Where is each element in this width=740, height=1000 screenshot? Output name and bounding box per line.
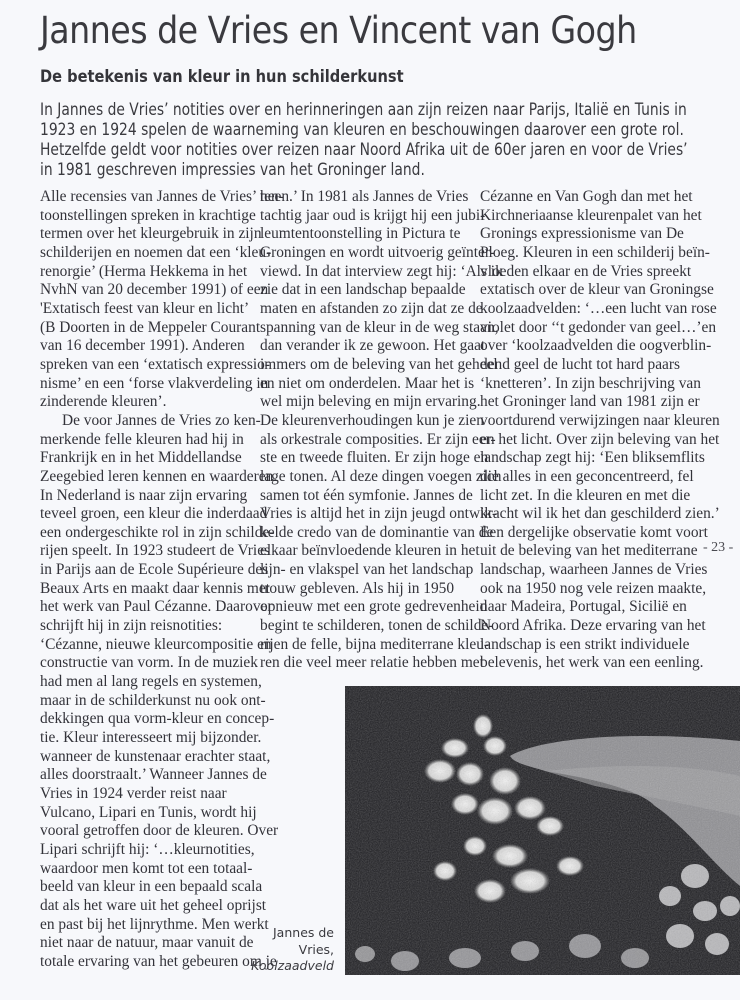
text-line: totale ervaring van het gebeuren om je: [40, 952, 277, 970]
text-line: renorgie’ (Herma Hekkema in het: [40, 262, 248, 280]
text-line: dend geel de lucht tot hard paars: [480, 355, 681, 373]
text-line: ‘Cézanne, nieuwe kleurcompositie en: [40, 635, 272, 653]
text-line: ‘knetteren’. In zijn beschrijving van: [480, 374, 701, 392]
text-line: begint te schilderen, tonen de schilde-: [260, 617, 494, 635]
text-line: Zeegebied leren kennen en waarderen.: [40, 467, 278, 485]
text-line: rijen speelt. In 1923 studeert de Vries: [40, 542, 271, 560]
text-line: extatisch over de kleur van Groningse: [480, 281, 714, 299]
text-line: belevenis, het werk van een eenling.: [480, 654, 704, 672]
text-line: als orkestrale composities. Er zijn eer-: [260, 430, 496, 448]
text-line: constructie van vorm. In de muziek: [40, 654, 258, 672]
text-line: een ondergeschikte rol in zijn schilde-: [40, 523, 275, 541]
figure-caption: [250, 925, 334, 975]
text-line: De voor Jannes de Vries zo ken-: [62, 411, 261, 429]
text-line: kelde credo van de dominantie van de: [260, 523, 494, 541]
text-line: dat als het ware uit het geheel oprijst: [40, 896, 267, 914]
text-line: Vries is altijd het in zijn jeugd ontwik-: [260, 505, 498, 523]
intro-line: 1923 en 1924 spelen de waarneming van kleuren en beschouwingen daarover een grote rol.: [40, 120, 684, 139]
text-line: Gronings expressionisme van De: [480, 225, 684, 243]
text-line: lijn- en vlakspel van het landschap: [260, 561, 474, 579]
text-line: Kirchneriaanse kleurenpalet van het: [480, 206, 702, 224]
body-column-3: [480, 188, 720, 673]
text-line: schrijft hij in zijn reisnotities:: [40, 617, 223, 635]
text-line: en het licht. Over zijn beleving van het: [480, 430, 720, 448]
text-line: maten en afstanden zo zijn dat ze de: [260, 299, 483, 317]
text-line: uit de beleving van het mediterrane: [480, 542, 698, 560]
text-line: Beaux Arts en maakt daar kennis met: [40, 579, 270, 597]
text-line: tachtig jaar oud is krijgt hij een jubi-: [260, 206, 486, 224]
intro-line: in 1981 geschreven impressies van het Groninger land.: [40, 160, 425, 179]
text-line: wel mijn beleving en mijn ervaring.: [260, 393, 481, 411]
text-line: en niet om onderdelen. Maar het is: [260, 374, 475, 392]
text-line: Lipari schrijft hij: ‘…kleurnotities,: [40, 840, 255, 858]
text-line: spanning van de kleur in de weg staan,: [260, 318, 499, 336]
text-line: van 16 december 1991). Anderen: [40, 337, 245, 355]
painting-koolzaadveld: [345, 686, 740, 975]
text-line: zinderende kleuren’.: [40, 393, 167, 411]
text-line: heen.’ In 1981 als Jannes de Vries: [260, 188, 469, 205]
text-line: In Nederland is naar zijn ervaring: [40, 486, 248, 504]
text-line: merkende felle kleuren had hij in: [40, 430, 244, 448]
text-line: niet naar de natuur, maar vanuit de: [40, 934, 254, 952]
text-line: viewd. In dat interview zegt hij: ‘Als ik: [260, 262, 503, 280]
text-line: vooral getroffen door de kleuren. Over: [40, 822, 279, 840]
text-line: Frankrijk en in het Middellandse: [40, 449, 242, 467]
intro-paragraph: [40, 100, 688, 180]
text-line: het werk van Paul Cézanne. Daarover: [40, 598, 273, 616]
intro-line: In Jannes de Vries’ notities over en herinneringen aan zijn reizen naar Parijs, Italië en Tunis in: [40, 100, 687, 119]
text-line: nisme’ en een ‘forse vlakverdeling in: [40, 374, 269, 392]
caption-work-title: Koolzaadveld: [251, 958, 334, 973]
body-column-2: [260, 188, 503, 673]
text-line: (B Doorten in de Meppeler Courant: [40, 318, 261, 336]
intro-line: Hetzelfde geldt voor notities over reizen naar Noord Afrika uit de 60er jaren en voor de Vries’: [40, 140, 688, 159]
text-line: leumtentoonstelling in Pictura te: [260, 225, 461, 243]
text-line: het Groninger land van 1981 zijn er: [480, 393, 700, 411]
text-line: tie. Kleur interesseert mij bijzonder.: [40, 729, 262, 747]
text-line: ste en tweede fluiten. Er zijn hoge en: [260, 449, 489, 467]
text-line: toonstellingen spreken in krachtige: [40, 206, 256, 224]
painting-image: [345, 686, 740, 975]
text-line: waardoor men komt tot een totaal-: [40, 859, 253, 877]
text-line: maar in de schilderkunst nu ook ont-: [40, 691, 266, 709]
text-line: vloeden elkaar en de Vries spreekt: [480, 262, 692, 280]
text-line: Vulcano, Lipari en Tunis, wordt hij: [40, 803, 257, 821]
text-line: De kleurenverhoudingen kun je zien: [260, 411, 484, 429]
text-line: elkaar beïnvloedende kleuren in het: [260, 542, 480, 560]
text-line: alles doorstraalt.’ Wanneer Jannes de: [40, 766, 267, 784]
text-line: lage tonen. Al deze dingen voegen zich: [260, 467, 502, 485]
text-line: koolzaadvelden: ‘…een lucht van rose: [480, 299, 717, 317]
text-line: die alles in een geconcentreerd, fel: [480, 467, 694, 485]
text-line: 'Extatisch feest van kleur en licht’: [40, 299, 250, 317]
caption-artist: Vries,: [298, 941, 334, 957]
text-line: in Parijs aan de Ecole Supérieure des: [40, 561, 269, 579]
article-title: Jannes de Vries en Vincent van Gogh: [40, 9, 637, 52]
text-line: Een dergelijke observatie komt voort: [480, 523, 708, 541]
text-line: had men al lang regels en systemen,: [40, 673, 262, 691]
text-line: spreken van een ‘extatisch expressio-: [40, 355, 270, 373]
text-line: landschap is een strikt individuele: [480, 635, 690, 653]
text-line: violet door ‘‘t gedonder van geel…’en: [480, 318, 717, 336]
text-line: teveel groen, een kleur die inderdaad: [40, 505, 268, 523]
text-line: naar Madeira, Portugal, Sicilië en: [480, 598, 687, 616]
text-line: opnieuw met een grote gedrevenheid: [260, 598, 488, 616]
article-subtitle: De betekenis van kleur in hun schilderkunst: [40, 67, 404, 87]
text-line: landschap zegt hij: ‘Een bliksemflits: [480, 449, 705, 467]
text-line: dekkingen qua vorm-kleur en concep-: [40, 710, 275, 728]
text-line: dan verander ik ze gewoon. Het gaat: [260, 337, 486, 355]
text-line: rijen de felle, bijna mediterrane kleu-: [260, 635, 490, 653]
text-line: en past bij het lijnrythme. Men werkt: [40, 915, 269, 933]
text-line: Groningen en wordt uitvoerig geïnter-: [260, 243, 495, 261]
body-column-1: [40, 188, 284, 972]
text-line: over ‘koolzaadvelden die oogverblin-: [480, 337, 712, 355]
text-line: landschap, waarheen Jannes de Vries: [480, 561, 708, 579]
text-line: licht zet. In die kleuren en met die: [480, 486, 691, 504]
text-line: NvhN van 20 december 1991) of een: [40, 281, 269, 299]
text-line: ren die veel meer relatie hebben met: [260, 654, 484, 672]
text-line: termen over het kleurgebruik in zijn: [40, 225, 262, 243]
text-line: zie dat in een landschap bepaalde: [260, 281, 466, 299]
caption-artist: Jannes de: [273, 925, 334, 940]
text-line: samen tot één symfonie. Jannes de: [260, 486, 473, 504]
text-line: Alle recensies van Jannes de Vries’ ten-: [40, 188, 284, 205]
text-line: kracht wil ik het dan geschilderd zien.’: [480, 505, 720, 523]
text-line: immers om de beleving van het geheel: [260, 355, 498, 373]
text-line: voortdurend verwijzingen naar kleuren: [480, 411, 720, 429]
text-line: Cézanne en Van Gogh dan met het: [480, 188, 693, 205]
text-line: trouw gebleven. Als hij in 1950: [260, 579, 455, 597]
text-line: Ploeg. Kleuren in een schilderij beïn-: [480, 243, 710, 261]
text-line: Vries in 1924 verder reist naar: [40, 785, 227, 802]
text-line: schilderijen en noemen dat een ‘kleu-: [40, 243, 272, 261]
text-line: ook na 1950 nog vele reizen maakte,: [480, 579, 707, 597]
text-line: beeld van kleur in een bepaald scala: [40, 878, 263, 896]
text-line: wanneer de kunstenaar erachter staat,: [40, 747, 271, 765]
page-number: - 23 -: [703, 540, 734, 555]
text-line: Noord Afrika. Deze ervaring van het: [480, 617, 706, 635]
